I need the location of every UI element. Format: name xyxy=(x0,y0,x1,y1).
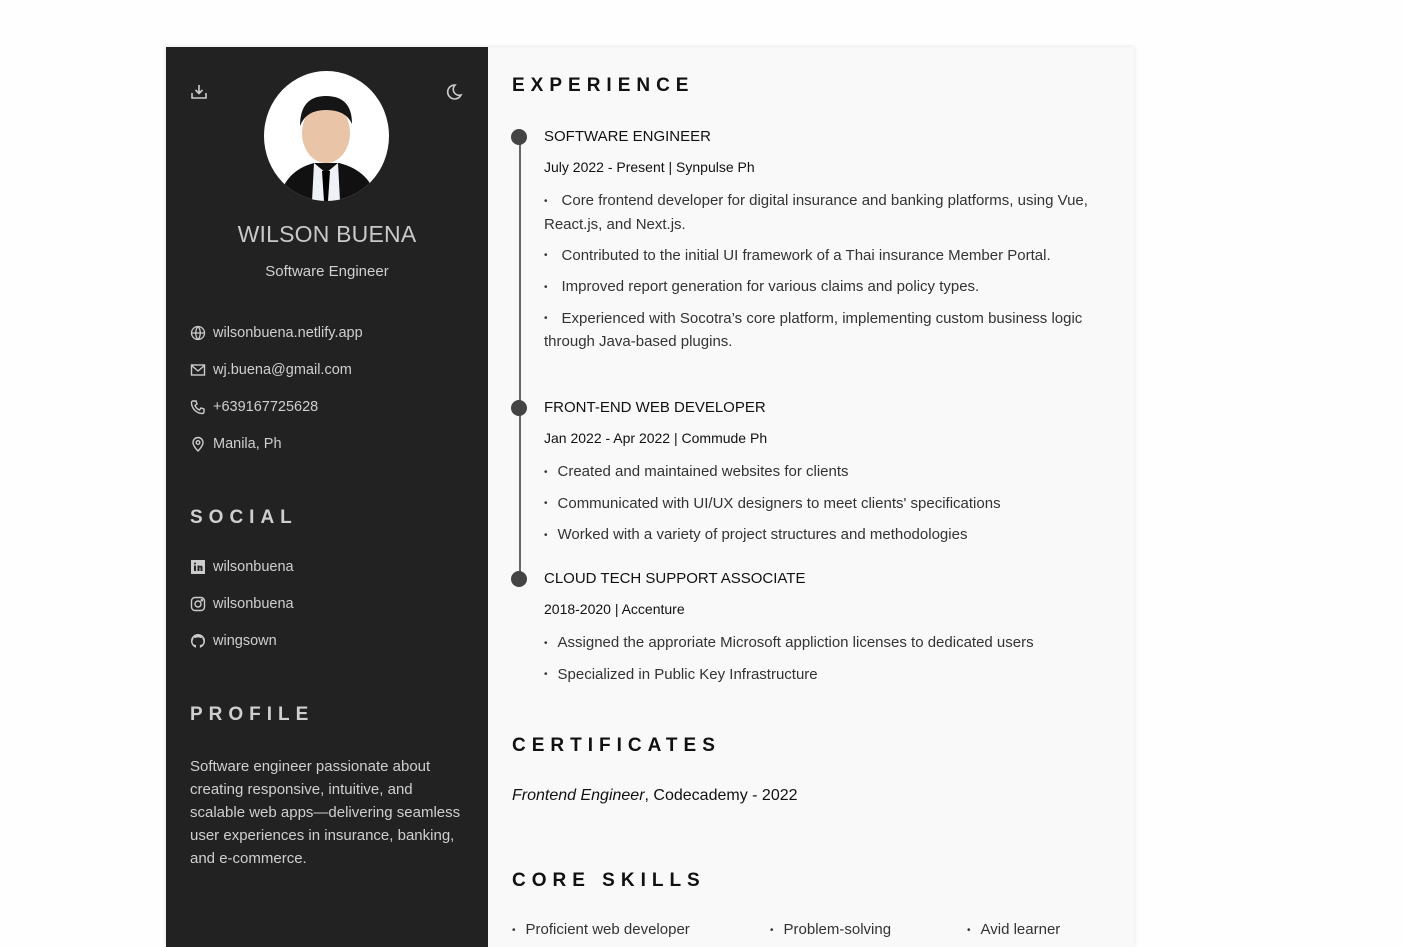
job-date: July 2022 - Present | Synpulse Ph xyxy=(544,159,755,175)
full-name: WILSON BUENA xyxy=(237,221,417,247)
job-bullet: • Improved report generation for various claims and policy types. xyxy=(544,275,1104,299)
job-bullet: • Core frontend developer for digital insurance and banking platforms, using Vue, React.js, and Next.js. xyxy=(544,189,1104,236)
job-bullet: • Contributed to the initial UI framework of a Thai insurance Member Portal. xyxy=(544,244,1104,268)
skills-list xyxy=(512,921,1060,938)
skill-item: • Avid learner xyxy=(967,921,1060,938)
job-bullet: • Communicated with UI/UX designers to meet clients' specifications xyxy=(544,492,1104,516)
job-date: Jan 2022 - Apr 2022 | Commude Ph xyxy=(544,430,768,446)
skills-heading: CORE SKILLS xyxy=(512,870,706,891)
experience-heading: EXPERIENCE xyxy=(512,75,695,96)
job-bullet: • Specialized in Public Key Infrastructure xyxy=(544,663,1104,687)
contact-email[interactable]: wj.buena@gmail.com xyxy=(190,351,363,388)
skill-item: • Proficient web developer xyxy=(512,921,770,938)
github-icon xyxy=(190,633,206,649)
main-content xyxy=(488,47,1134,947)
linkedin-icon xyxy=(190,559,206,575)
social-github[interactable]: wingsown xyxy=(190,622,294,659)
certificate-issuer: , Codecademy - 2022 xyxy=(644,787,798,804)
skill-item: • Problem-solving xyxy=(770,921,967,938)
contact-location: Manila, Ph xyxy=(190,425,363,462)
phone-icon xyxy=(190,399,206,415)
job-date: 2018-2020 | Accenture xyxy=(544,601,685,617)
moon-icon[interactable] xyxy=(445,83,463,101)
contact-list xyxy=(190,314,363,462)
social-list xyxy=(190,548,294,659)
certificates-heading: CERTIFICATES xyxy=(512,735,721,756)
globe-icon xyxy=(190,325,206,341)
job-bullet: • Assigned the approriate Microsoft appliction licenses to dedicated users xyxy=(544,631,1104,655)
job-entry xyxy=(544,399,1104,547)
profile-text: Software engineer passionate about creating responsive, intuitive, and scalable web apps—delivering seamless user experiences in insurance, banking, and e-commerce. xyxy=(190,758,461,867)
contact-website[interactable]: wilsonbuena.netlify.app xyxy=(190,314,363,351)
instagram-icon xyxy=(190,596,206,612)
sidebar xyxy=(166,47,488,947)
job-entry xyxy=(544,128,1104,353)
resume-card xyxy=(166,47,1134,947)
download-icon[interactable] xyxy=(190,83,208,101)
job-title: SOFTWARE ENGINEER xyxy=(544,128,711,145)
contact-phone[interactable]: +639167725628 xyxy=(190,388,363,425)
social-instagram[interactable]: wilsonbuena xyxy=(190,585,294,622)
profile-heading: PROFILE xyxy=(190,704,315,725)
certificate-item xyxy=(512,787,798,805)
job-title: CLOUD TECH SUPPORT ASSOCIATE xyxy=(544,570,806,587)
avatar xyxy=(264,71,389,201)
mail-icon xyxy=(190,362,206,378)
job-role: Software Engineer xyxy=(265,263,389,280)
certificate-name: Frontend Engineer xyxy=(512,787,645,804)
job-entry xyxy=(544,570,1104,686)
job-title: FRONT-END WEB DEVELOPER xyxy=(544,399,766,416)
timeline-dot xyxy=(511,400,527,416)
social-linkedin[interactable]: wilsonbuena xyxy=(190,548,294,585)
social-heading: SOCIAL xyxy=(190,507,298,528)
location-icon xyxy=(190,436,206,452)
job-bullet: • Created and maintained websites for clients xyxy=(544,460,1104,484)
job-bullet: • Worked with a variety of project structures and methodologies xyxy=(544,523,1104,547)
job-bullet: • Experienced with Socotra’s core platform, implementing custom business logic through Java-based plugins. xyxy=(544,307,1104,354)
timeline-dot xyxy=(511,129,527,145)
timeline-dot xyxy=(511,571,527,587)
timeline-line xyxy=(519,137,521,579)
